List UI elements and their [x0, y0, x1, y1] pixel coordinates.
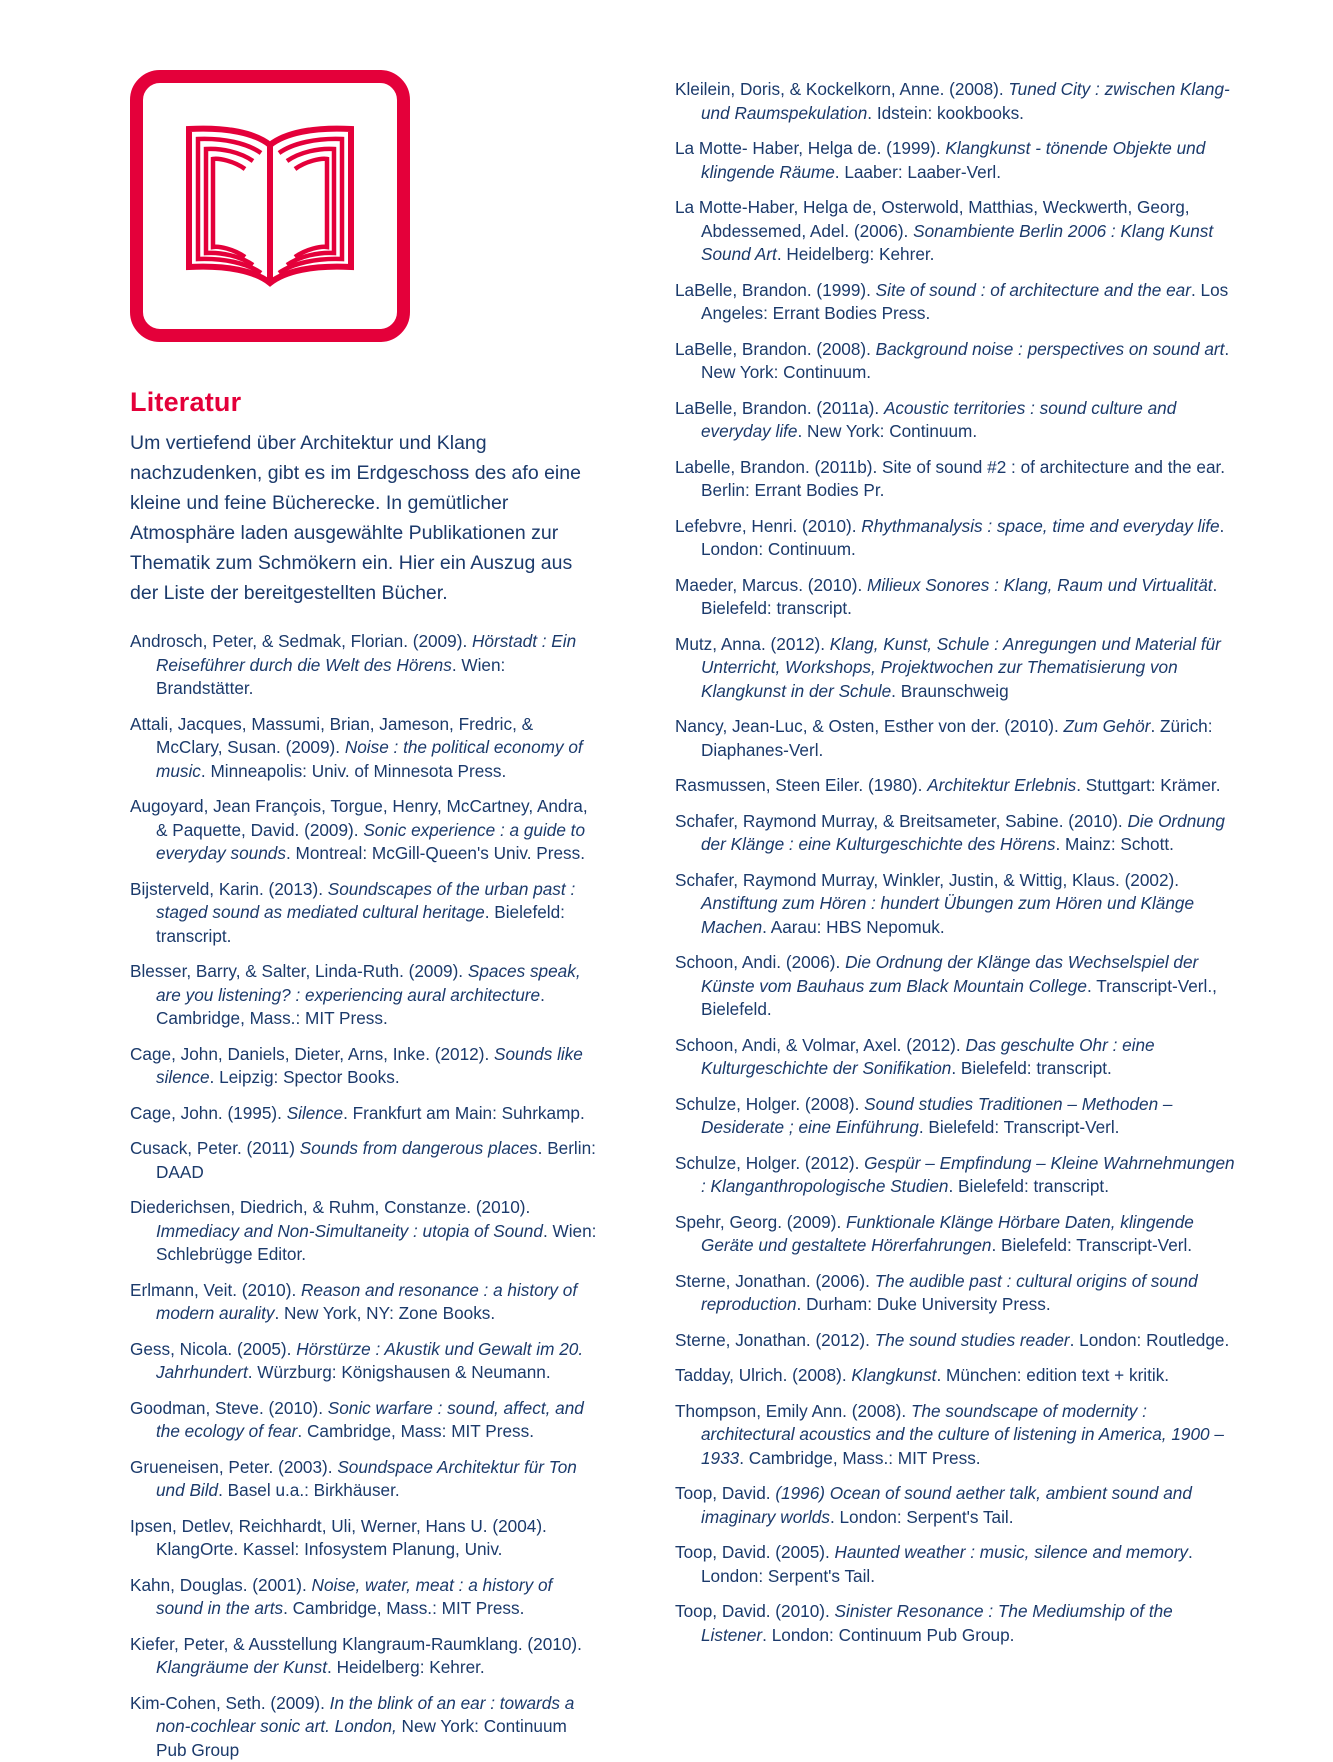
- reference-item: Kiefer, Peter, & Ausstellung Klangraum-Raumklang. (2010). Klangräume der Kunst. Heidelberg: Kehrer.: [130, 1633, 600, 1680]
- reference-item: Schulze, Holger. (2008). Sound studies Traditionen – Methoden –Desiderate ; eine Einführung. Bielefeld: Transcript-Verl.: [675, 1093, 1238, 1140]
- reference-item: Ipsen, Detlev, Reichhardt, Uli, Werner, Hans U. (2004). KlangOrte. Kassel: Infosystem Planung, Univ.: [130, 1515, 600, 1562]
- reference-item: Thompson, Emily Ann. (2008). The soundscape of modernity : architectural acoustics and the culture of listening in America, 1900 –1933. Cambridge, Mass.: MIT Press.: [675, 1400, 1238, 1471]
- reference-list-left: [130, 630, 600, 1762]
- reference-item: Schulze, Holger. (2012). Gespür – Empfindung – Kleine Wahrnehmungen : Klanganthropologische Studien. Bielefeld: transcript.: [675, 1152, 1238, 1199]
- open-book-icon: [130, 70, 410, 342]
- reference-item: Cage, John, Daniels, Dieter, Arns, Inke. (2012). Sounds like silence. Leipzig: Spector Books.: [130, 1043, 600, 1090]
- reference-item: Cusack, Peter. (2011) Sounds from dangerous places. Berlin: DAAD: [130, 1137, 600, 1184]
- reference-item: Spehr, Georg. (2009). Funktionale Klänge Hörbare Daten, klingende Geräte und gestaltete Hörerfahrungen. Bielefeld: Transcript-Verl.: [675, 1211, 1238, 1258]
- reference-item: Cage, John. (1995). Silence. Frankfurt am Main: Suhrkamp.: [130, 1102, 600, 1126]
- reference-item: Schafer, Raymond Murray, & Breitsameter, Sabine. (2010). Die Ordnung der Klänge : eine Kulturgeschichte des Hörens. Mainz: Schott.: [675, 810, 1238, 857]
- reference-list-right: [675, 78, 1238, 1647]
- reference-item: Lefebvre, Henri. (2010). Rhythmanalysis : space, time and everyday life. London: Continuum.: [675, 515, 1238, 562]
- reference-item: Schoon, Andi, & Volmar, Axel. (2012). Das geschulte Ohr : eine Kulturgeschichte der Sonifikation. Bielefeld: transcript.: [675, 1034, 1238, 1081]
- left-column: [0, 0, 600, 1600]
- reference-item: Augoyard, Jean François, Torgue, Henry, McCartney, Andra, & Paquette, David. (2009). Sonic experience : a guide to everyday sounds. Montreal: McGill-Queen's Univ. Press.: [130, 795, 600, 866]
- reference-item: Kim-Cohen, Seth. (2009). In the blink of an ear : towards a non-cochlear sonic art. London, New York: Continuum Pub Group: [130, 1692, 600, 1762]
- reference-item: Toop, David. (2005). Haunted weather : music, silence and memory. London: Serpent's Tail.: [675, 1541, 1238, 1588]
- reference-item: Schafer, Raymond Murray, Winkler, Justin, & Wittig, Klaus. (2002). Anstiftung zum Hören : hundert Übungen zum Hören und Klänge Machen. Aarau: HBS Nepomuk.: [675, 869, 1238, 940]
- reference-item: Maeder, Marcus. (2010). Milieux Sonores : Klang, Raum und Virtualität. Bielefeld: transcript.: [675, 574, 1238, 621]
- intro-paragraph: Um vertiefend über Architektur und Klang nachzudenken, gibt es im Erdgeschoss des afo eine kleine und feine Bücherecke. In gemütlicher Atmosphäre laden ausgewählte Publikationen zur Thematik zum Schmökern ein. Hier ein Auszug aus der Liste der bereitgestellten Bücher.: [130, 428, 600, 608]
- reference-item: Mutz, Anna. (2012). Klang, Kunst, Schule : Anregungen und Material für Unterricht, Workshops, Projektwochen zur Thematisierung von Klangkunst in der Schule. Braunschweig: [675, 633, 1238, 704]
- reference-item: La Motte-Haber, Helga de, Osterwold, Matthias, Weckwerth, Georg, Abdessemed, Adel. (2006). Sonambiente Berlin 2006 : Klang Kunst Sound Art. Heidelberg: Kehrer.: [675, 196, 1238, 267]
- right-column: [600, 0, 1333, 1600]
- reference-item: Blesser, Barry, & Salter, Linda-Ruth. (2009). Spaces speak, are you listening? : experiencing aural architecture. Cambridge, Mass.: MIT Press.: [130, 960, 600, 1031]
- reference-item: La Motte- Haber, Helga de. (1999). Klangkunst - tönende Objekte und klingende Räume. Laaber: Laaber-Verl.: [675, 137, 1238, 184]
- reference-item: Rasmussen, Steen Eiler. (1980). Architektur Erlebnis. Stuttgart: Krämer.: [675, 774, 1238, 798]
- reference-item: Androsch, Peter, & Sedmak, Florian. (2009). Hörstadt : Ein Reiseführer durch die Welt des Hörens. Wien: Brandstätter.: [130, 630, 600, 701]
- reference-item: Grueneisen, Peter. (2003). Soundspace Architektur für Ton und Bild. Basel u.a.: Birkhäuser.: [130, 1456, 600, 1503]
- reference-item: Sterne, Jonathan. (2006). The audible past : cultural origins of sound reproduction. Durham: Duke University Press.: [675, 1270, 1238, 1317]
- reference-item: Toop, David. (1996) Ocean of sound aether talk, ambient sound and imaginary worlds. London: Serpent's Tail.: [675, 1482, 1238, 1529]
- reference-item: LaBelle, Brandon. (1999). Site of sound : of architecture and the ear. Los Angeles: Errant Bodies Press.: [675, 279, 1238, 326]
- reference-item: Tadday, Ulrich. (2008). Klangkunst. München: edition text + kritik.: [675, 1364, 1238, 1388]
- reference-item: Sterne, Jonathan. (2012). The sound studies reader. London: Routledge.: [675, 1329, 1238, 1353]
- reference-item: Attali, Jacques, Massumi, Brian, Jameson, Fredric, & McClary, Susan. (2009). Noise : the political economy of music. Minneapolis: Univ. of Minnesota Press.: [130, 713, 600, 784]
- reference-item: Erlmann, Veit. (2010). Reason and resonance : a history of modern aurality. New York, NY: Zone Books.: [130, 1279, 600, 1326]
- reference-item: Nancy, Jean-Luc, & Osten, Esther von der. (2010). Zum Gehör. Zürich: Diaphanes-Verl.: [675, 715, 1238, 762]
- reference-item: Kahn, Douglas. (2001). Noise, water, meat : a history of sound in the arts. Cambridge, Mass.: MIT Press.: [130, 1574, 600, 1621]
- reference-item: LaBelle, Brandon. (2011a). Acoustic territories : sound culture and everyday life. New York: Continuum.: [675, 397, 1238, 444]
- reference-item: LaBelle, Brandon. (2008). Background noise : perspectives on sound art. New York: Continuum.: [675, 338, 1238, 385]
- reference-item: Labelle, Brandon. (2011b). Site of sound #2 : of architecture and the ear. Berlin: Errant Bodies Pr.: [675, 456, 1238, 503]
- reference-item: Bijsterveld, Karin. (2013). Soundscapes of the urban past : staged sound as mediated cultural heritage. Bielefeld: transcript.: [130, 878, 600, 949]
- reference-item: Diederichsen, Diedrich, & Ruhm, Constanze. (2010). Immediacy and Non-Simultaneity : utopia of Sound. Wien: Schlebrügge Editor.: [130, 1196, 600, 1267]
- reference-item: Gess, Nicola. (2005). Hörstürze : Akustik und Gewalt im 20. Jahrhundert. Würzburg: Königshausen & Neumann.: [130, 1338, 600, 1385]
- page-title: Literatur: [130, 387, 600, 418]
- reference-item: Kleilein, Doris, & Kockelkorn, Anne. (2008). Tuned City : zwischen Klang- und Raumspekulation. Idstein: kookbooks.: [675, 78, 1238, 125]
- reference-item: Schoon, Andi. (2006). Die Ordnung der Klänge das Wechselspiel der Künste vom Bauhaus zum Black Mountain College. Transcript-Verl., Bielefeld.: [675, 951, 1238, 1022]
- reference-item: Goodman, Steve. (2010). Sonic warfare : sound, affect, and the ecology of fear. Cambridge, Mass: MIT Press.: [130, 1397, 600, 1444]
- reference-item: Toop, David. (2010). Sinister Resonance : The Mediumship of the Listener. London: Continuum Pub Group.: [675, 1600, 1238, 1647]
